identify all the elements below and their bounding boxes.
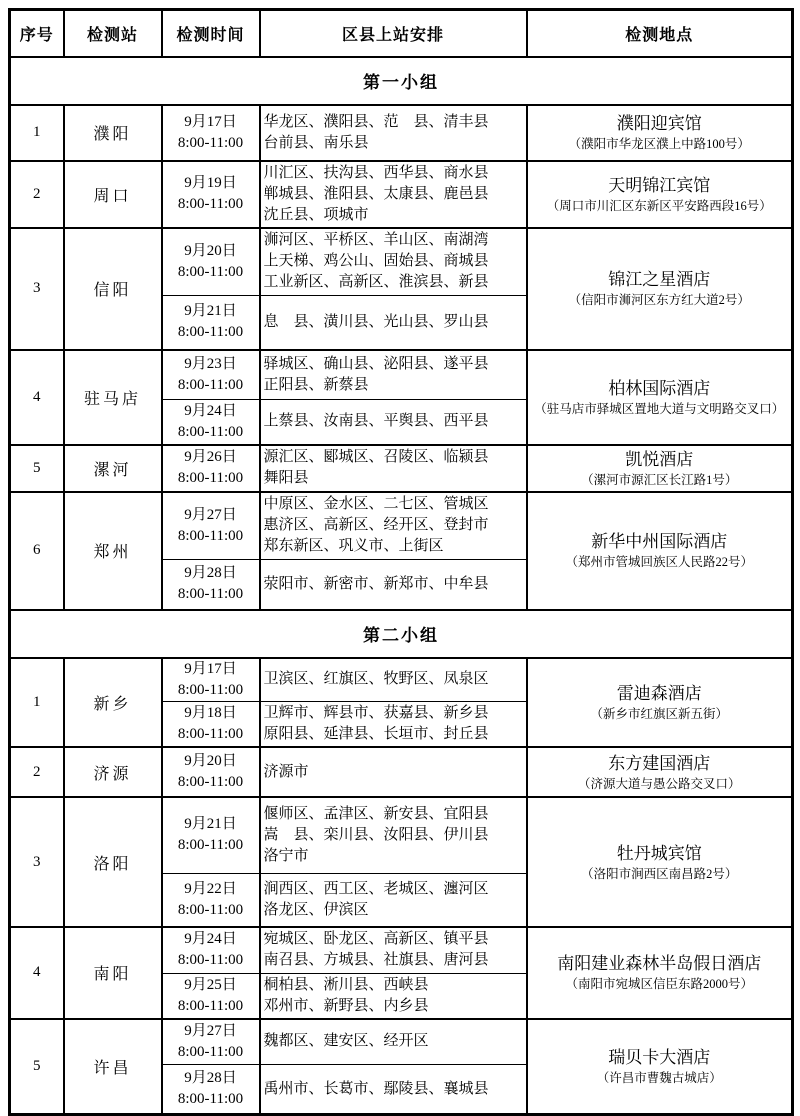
area-line: 邓州市、新野县、内乡县 xyxy=(263,997,429,1014)
location-address: （驻马店市驿城区置地大道与文明路交叉口） xyxy=(534,401,785,416)
area-line: 原阳县、延津县、长垣市、封丘县 xyxy=(263,725,489,742)
station-name: 洛阳 xyxy=(64,797,162,927)
area-line: 南召县、方城县、社旗县、唐河县 xyxy=(263,952,489,969)
area-line: 台前县、南乐县 xyxy=(263,134,369,151)
session-time xyxy=(162,797,260,873)
session-time xyxy=(162,350,260,400)
session-areas xyxy=(260,492,527,560)
area-line: 川汇区、扶沟县、西华县、商水县 xyxy=(263,164,489,181)
session-hours: 8:00-11:00 xyxy=(177,324,244,341)
location xyxy=(527,445,793,492)
session-date: 9月18日 xyxy=(184,704,237,721)
session-date: 9月17日 xyxy=(184,113,237,130)
session-date: 9月17日 xyxy=(184,660,237,677)
session-areas xyxy=(260,973,527,1019)
session-hours: 8:00-11:00 xyxy=(177,725,244,742)
group-title-row xyxy=(10,57,793,105)
station-name: 新乡 xyxy=(64,658,162,748)
location-address: （周口市川汇区东新区平安路西段16号） xyxy=(546,198,772,213)
station-row xyxy=(10,350,793,400)
col-header-time: 检测时间 xyxy=(162,10,260,57)
session-areas xyxy=(260,350,527,400)
session-hours: 8:00-11:00 xyxy=(177,837,244,854)
row-number: 6 xyxy=(10,492,64,610)
location-name: 新华中州国际酒店 xyxy=(591,532,728,551)
session-areas xyxy=(260,228,527,296)
group-title-row xyxy=(10,610,793,658)
session-hours: 8:00-11:00 xyxy=(177,263,244,280)
area-line: 正阳县、新蔡县 xyxy=(263,376,369,393)
location-name: 瑞贝卡大酒店 xyxy=(608,1047,711,1067)
area-line: 源汇区、郾城区、召陵区、临颍县 xyxy=(263,449,489,465)
location xyxy=(527,492,793,610)
session-areas xyxy=(260,161,527,228)
session-areas xyxy=(260,1065,527,1115)
session-hours: 8:00-11:00 xyxy=(177,423,244,440)
location-address: （南阳市宛城区信臣东路2000号） xyxy=(565,977,753,992)
session-date: 9月27日 xyxy=(184,506,237,523)
location-address: （漯河市源汇区长江路1号） xyxy=(581,472,738,487)
location xyxy=(527,350,793,445)
header-row xyxy=(10,10,793,57)
station-name: 驻马店 xyxy=(64,350,162,445)
location-address: （濮阳市华龙区濮上中路100号） xyxy=(568,137,750,151)
session-time xyxy=(162,400,260,445)
row-number: 1 xyxy=(10,105,64,161)
row-number: 2 xyxy=(10,747,64,797)
location-name: 南阳建业森林半岛假日酒店 xyxy=(557,954,762,974)
session-time xyxy=(162,228,260,296)
area-line: 荥阳市、新密市、新郑市、中牟县 xyxy=(263,575,489,592)
area-line: 中原区、金水区、二七区、管城区 xyxy=(263,496,489,513)
station-row xyxy=(10,161,793,228)
col-header-areas: 区县上站安排 xyxy=(260,10,527,57)
row-number: 4 xyxy=(10,350,64,445)
location-address: （济源大道与愚公路交叉口） xyxy=(577,776,741,791)
station-name: 许昌 xyxy=(64,1019,162,1115)
session-date: 9月27日 xyxy=(184,1022,237,1039)
location-name: 雷迪森酒店 xyxy=(616,683,702,703)
session-date: 9月24日 xyxy=(184,931,237,948)
location-name: 牡丹城宾馆 xyxy=(616,843,702,863)
session-hours: 8:00-11:00 xyxy=(177,774,244,790)
session-time xyxy=(162,747,260,797)
session-date: 9月28日 xyxy=(184,1070,237,1086)
area-line: 惠济区、高新区、经开区、登封市 xyxy=(263,517,489,534)
area-line: 嵩 县、栾川县、汝阳县、伊川县 xyxy=(263,826,489,843)
group-title: 第一小组 xyxy=(10,57,793,105)
session-hours: 8:00-11:00 xyxy=(177,997,244,1014)
session-date: 9月28日 xyxy=(184,565,237,582)
location-address: （信阳市浉河区东方红大道2号） xyxy=(568,293,750,307)
station-row xyxy=(10,927,793,973)
area-line: 上蔡县、汝南县、平舆县、西平县 xyxy=(263,413,489,430)
session-areas xyxy=(260,747,527,797)
area-line: 工业新区、高新区、淮滨县、新县 xyxy=(263,274,489,291)
station-name: 南阳 xyxy=(64,927,162,1019)
station-row xyxy=(10,228,793,296)
area-line: 卫辉市、辉县市、获嘉县、新乡县 xyxy=(263,704,489,721)
station-row xyxy=(10,492,793,560)
location-name: 凯悦酒店 xyxy=(625,449,694,469)
session-hours: 8:00-11:00 xyxy=(177,1043,244,1060)
session-hours: 8:00-11:00 xyxy=(177,901,244,918)
session-hours: 8:00-11:00 xyxy=(177,470,244,486)
location-name: 东方建国酒店 xyxy=(608,753,711,773)
area-line: 卫滨区、红旗区、牧野区、凤泉区 xyxy=(263,671,489,687)
location-address: （许昌市曹魏古城店） xyxy=(596,1070,722,1085)
session-areas xyxy=(260,105,527,161)
inspection-schedule-table xyxy=(8,8,794,1116)
session-time xyxy=(162,1019,260,1065)
location xyxy=(527,161,793,228)
row-number: 4 xyxy=(10,927,64,1019)
session-areas xyxy=(260,701,527,747)
session-areas xyxy=(260,927,527,973)
session-hours: 8:00-11:00 xyxy=(177,196,244,212)
area-line: 驿城区、确山县、泌阳县、遂平县 xyxy=(263,355,489,372)
area-line: 上天梯、鸡公山、固始县、商城县 xyxy=(263,253,489,270)
location-name: 柏林国际酒店 xyxy=(608,378,711,398)
area-line: 舞阳县 xyxy=(263,470,309,486)
session-time xyxy=(162,973,260,1019)
session-date: 9月21日 xyxy=(184,303,237,320)
session-time xyxy=(162,873,260,927)
location xyxy=(527,797,793,927)
session-areas xyxy=(260,560,527,610)
session-date: 9月19日 xyxy=(184,175,237,191)
station-row xyxy=(10,445,793,492)
area-line: 偃师区、孟津区、新安县、宜阳县 xyxy=(263,805,489,822)
row-number: 1 xyxy=(10,658,64,748)
station-name: 漯河 xyxy=(64,445,162,492)
area-line: 洛龙区、伊滨区 xyxy=(263,901,369,918)
session-time xyxy=(162,1065,260,1115)
row-number: 2 xyxy=(10,161,64,228)
session-date: 9月21日 xyxy=(184,816,237,833)
session-time xyxy=(162,105,260,161)
area-line: 郑东新区、巩义市、上街区 xyxy=(263,538,444,555)
session-areas xyxy=(260,797,527,873)
station-name: 郑州 xyxy=(64,492,162,610)
area-line: 魏都区、建安区、经开区 xyxy=(263,1033,429,1050)
area-line: 息 县、潢川县、光山县、罗山县 xyxy=(263,313,489,330)
station-name: 济源 xyxy=(64,747,162,797)
area-line: 禹州市、长葛市、鄢陵县、襄城县 xyxy=(263,1080,489,1097)
location-name: 濮阳迎宾馆 xyxy=(616,114,702,133)
station-row xyxy=(10,747,793,797)
session-areas xyxy=(260,1019,527,1065)
group-title: 第二小组 xyxy=(10,610,793,658)
station-name: 濮阳 xyxy=(64,105,162,161)
col-header-station: 检测站 xyxy=(64,10,162,57)
session-date: 9月23日 xyxy=(184,355,237,372)
session-time xyxy=(162,161,260,228)
session-date: 9月22日 xyxy=(184,880,237,897)
station-row xyxy=(10,658,793,702)
station-row xyxy=(10,1019,793,1065)
session-hours: 8:00-11:00 xyxy=(177,1091,244,1107)
session-time xyxy=(162,296,260,350)
session-time xyxy=(162,445,260,492)
session-time xyxy=(162,560,260,610)
session-areas xyxy=(260,445,527,492)
session-hours: 8:00-11:00 xyxy=(177,586,244,603)
row-number: 3 xyxy=(10,797,64,927)
area-line: 浉河区、平桥区、羊山区、南湖湾 xyxy=(263,232,489,249)
col-header-no: 序号 xyxy=(10,10,64,57)
col-header-location: 检测地点 xyxy=(527,10,793,57)
location xyxy=(527,105,793,161)
session-date: 9月25日 xyxy=(184,976,237,993)
row-number: 5 xyxy=(10,1019,64,1115)
session-areas xyxy=(260,658,527,702)
area-line: 郸城县、淮阳县、太康县、鹿邑县 xyxy=(263,185,489,202)
session-time xyxy=(162,658,260,702)
location-address: （郑州市管城回族区人民路22号） xyxy=(565,555,753,569)
area-line: 济源市 xyxy=(263,763,309,780)
session-areas xyxy=(260,400,527,445)
station-name: 信阳 xyxy=(64,228,162,350)
location xyxy=(527,228,793,350)
location-name: 锦江之星酒店 xyxy=(608,270,711,289)
session-hours: 8:00-11:00 xyxy=(177,376,244,393)
session-date: 9月24日 xyxy=(184,402,237,419)
station-row xyxy=(10,105,793,161)
location xyxy=(527,747,793,797)
session-time xyxy=(162,927,260,973)
session-time xyxy=(162,492,260,560)
location xyxy=(527,1019,793,1115)
row-number: 5 xyxy=(10,445,64,492)
area-line: 华龙区、濮阳县、范 县、清丰县 xyxy=(263,113,489,130)
session-date: 9月20日 xyxy=(184,753,237,769)
session-time xyxy=(162,701,260,747)
station-name: 周口 xyxy=(64,161,162,228)
row-number: 3 xyxy=(10,228,64,350)
session-areas xyxy=(260,873,527,927)
location-name: 天明锦江宾馆 xyxy=(608,175,711,195)
station-row xyxy=(10,797,793,873)
area-line: 宛城区、卧龙区、高新区、镇平县 xyxy=(263,931,489,948)
location-address: （新乡市红旗区新五街） xyxy=(590,706,728,721)
session-hours: 8:00-11:00 xyxy=(177,134,244,151)
location-address: （洛阳市涧西区南昌路2号） xyxy=(581,866,738,881)
session-hours: 8:00-11:00 xyxy=(177,952,244,969)
session-areas xyxy=(260,296,527,350)
area-line: 桐柏县、淅川县、西峡县 xyxy=(263,976,429,993)
location xyxy=(527,927,793,1019)
area-line: 洛宁市 xyxy=(263,847,309,864)
location xyxy=(527,658,793,748)
session-hours: 8:00-11:00 xyxy=(177,527,244,544)
session-date: 9月26日 xyxy=(184,449,237,465)
area-line: 涧西区、西工区、老城区、瀍河区 xyxy=(263,880,489,897)
session-hours: 8:00-11:00 xyxy=(177,681,244,698)
area-line: 沈丘县、项城市 xyxy=(263,206,369,223)
session-date: 9月20日 xyxy=(184,242,237,259)
